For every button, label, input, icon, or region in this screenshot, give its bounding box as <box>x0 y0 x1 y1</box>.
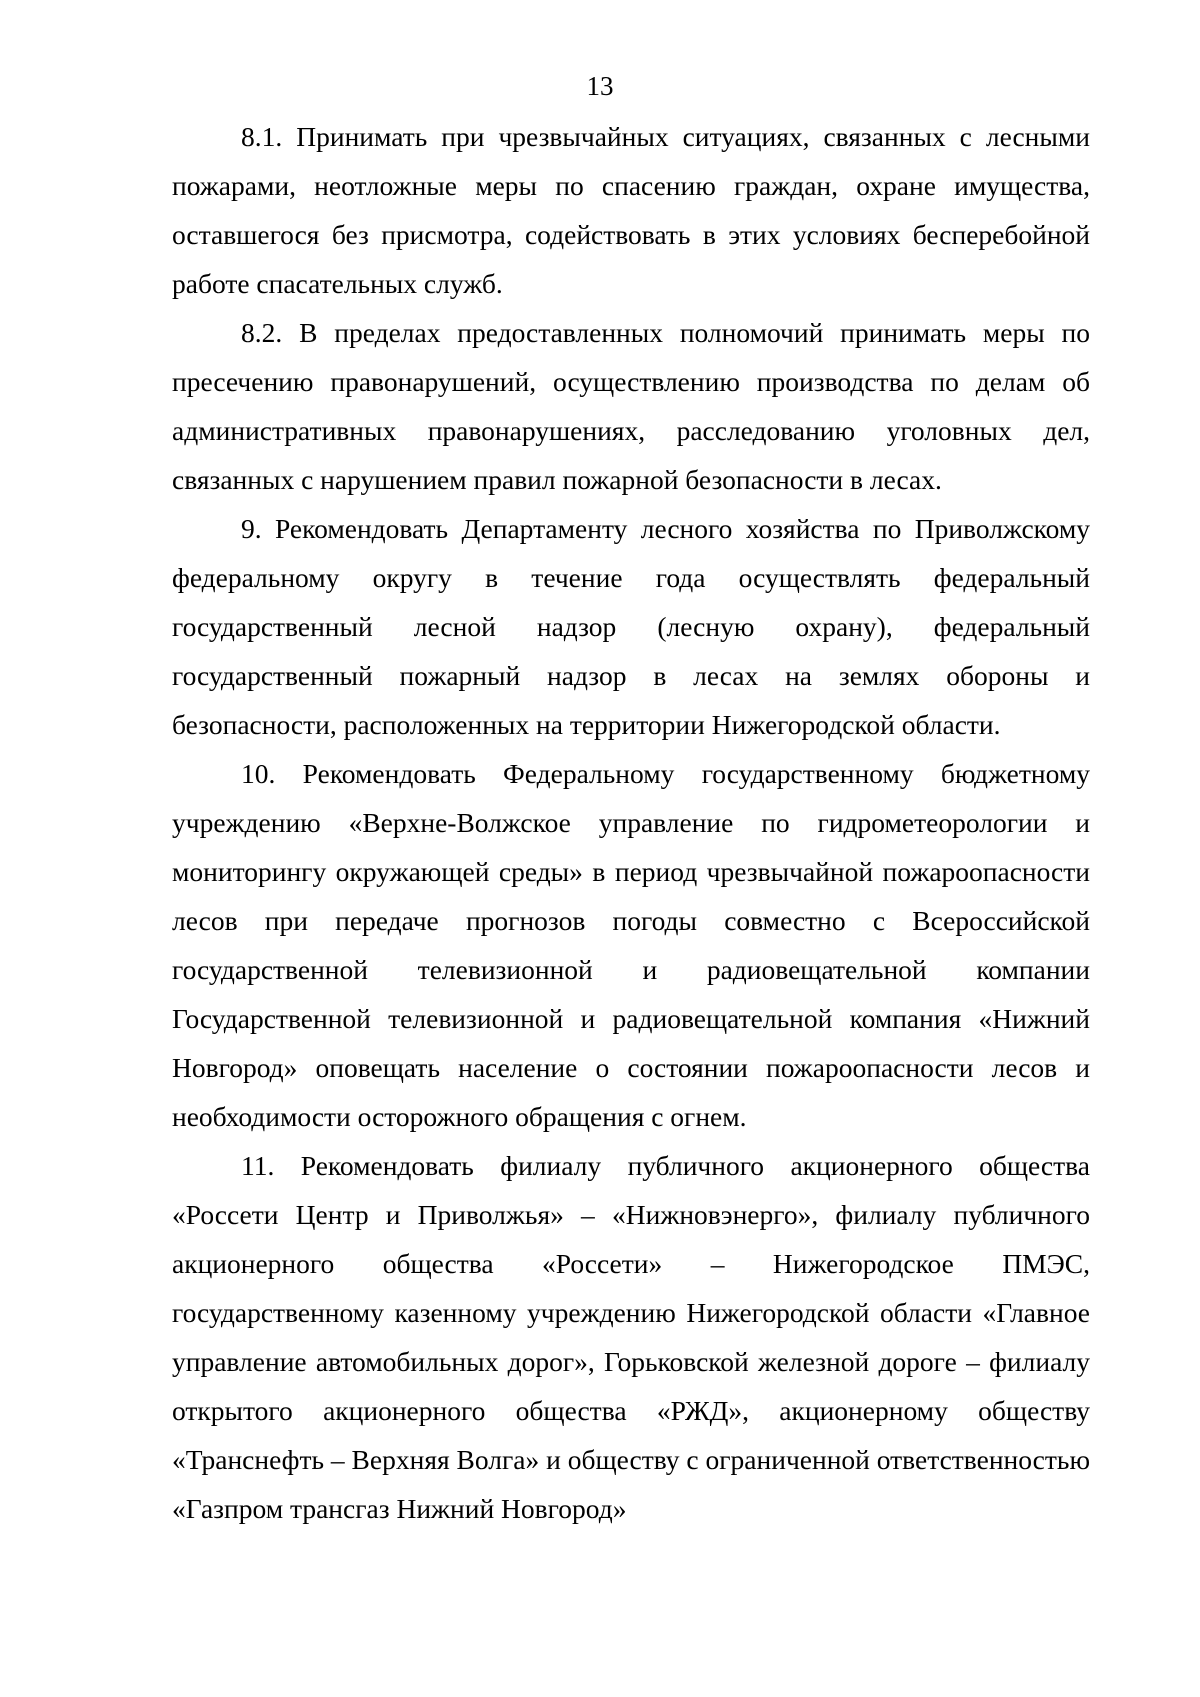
paragraph-10: 10. Рекомендовать Федеральному государственному бюджетному учреждению «Верхне-Волжское управление по гидрометеорологии и мониторингу окружающей среды» в период чрезвычайной пожароопасности лесов при передаче прогнозов погоды совместно с Всероссийской государственной телевизионной и радиовещательной компании Государственной телевизионной и радиовещательной компания «Нижний Новгород» оповещать население о состоянии пожароопасности лесов и необходимости осторожного обращения с огнем. <box>172 758 1090 1132</box>
document-body <box>172 112 1090 1533</box>
paragraph-11: 11. Рекомендовать филиалу публичного акционерного общества «Россети Центр и Приволжья» – «Нижновэнерго», филиалу публичного акционерного общества «Россети» – Нижегородское ПМЭС, государственному казенному учреждению Нижегородской области «Главное управление автомобильных дорог», Горьковской железной дороге – филиалу открытого акционерного общества «РЖД», акционерному обществу «Транснефть – Верхняя Волга» и обществу с ограниченной ответственностью «Газпром трансгаз Нижний Новгород» <box>172 1150 1090 1524</box>
paragraph-8-1: 8.1. Принимать при чрезвычайных ситуациях, связанных с лесными пожарами, неотложные меры по спасению граждан, охране имущества, оставшегося без присмотра, содействовать в этих условиях бесперебойной работе спасательных служб. <box>172 121 1090 299</box>
paragraph-9: 9. Рекомендовать Департаменту лесного хозяйства по Приволжскому федеральному округу в течение года осуществлять федеральный государственный лесной надзор (лесную охрану), федеральный государственный пожарный надзор в лесах на землях обороны и безопасности, расположенных на территории Нижегородской области. <box>172 513 1090 740</box>
paragraph-8-2: 8.2. В пределах предоставленных полномочий принимать меры по пресечению правонарушений, осуществлению производства по делам об административных правонарушениях, расследованию уголовных дел, связанных с нарушением правил пожарной безопасности в лесах. <box>172 317 1090 495</box>
page-number: 13 <box>586 71 614 101</box>
